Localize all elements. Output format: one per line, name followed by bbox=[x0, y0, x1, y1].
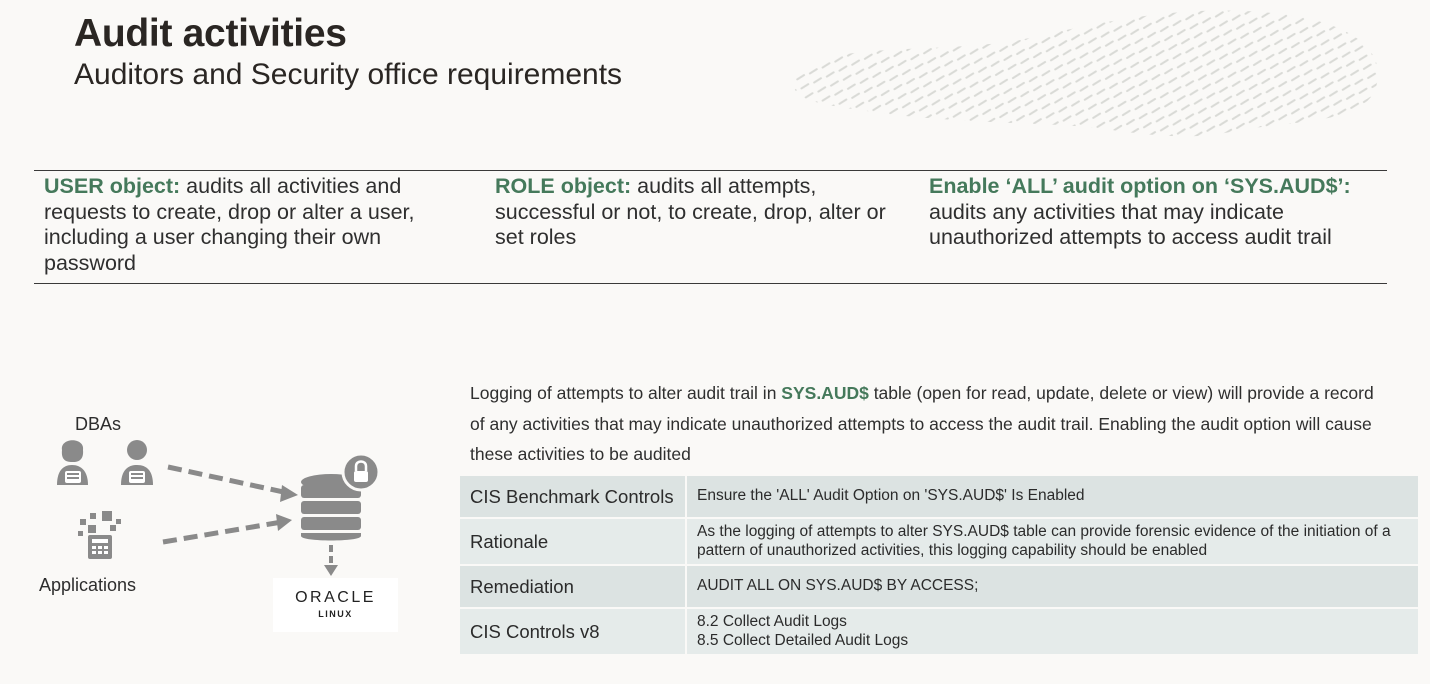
oracle-wordmark: ORACLE bbox=[295, 589, 376, 606]
decorative-texture bbox=[790, 0, 1390, 145]
audit-flow-diagram bbox=[30, 405, 410, 640]
enable-all-audit-card bbox=[929, 174, 1379, 251]
description-prefix: Logging of attempts to alter audit trail in bbox=[470, 383, 782, 403]
row-value bbox=[687, 609, 1418, 654]
table-row bbox=[460, 519, 1418, 564]
row-value-line: 8.5 Collect Detailed Audit Logs bbox=[697, 631, 909, 649]
description-highlight: SYS.AUD$ bbox=[781, 383, 869, 403]
row-value-line: 8.2 Collect Audit Logs bbox=[697, 613, 847, 630]
applications-icon bbox=[78, 511, 121, 559]
row-label: CIS Benchmark Controls bbox=[460, 476, 687, 517]
card-text: audits all attempts, successful or not, to create, drop, alter or set roles bbox=[495, 174, 886, 249]
row-value bbox=[687, 519, 1418, 564]
row-value bbox=[687, 566, 1418, 607]
card-lead: ROLE object: bbox=[495, 174, 632, 198]
applications-label: Applications bbox=[39, 575, 137, 595]
cis-benchmark-table bbox=[460, 476, 1418, 656]
row-value-line: AUDIT ALL ON SYS.AUD$ BY ACCESS; bbox=[697, 577, 979, 595]
description-suffix: table (open for read, update, delete or view) will provide a record of any activities that may indicate unauthorized attempts to access the audit trail. Enabling the audit option will cause these activities to be audited bbox=[470, 383, 1374, 464]
card-lead: USER object: bbox=[44, 174, 181, 198]
table-row bbox=[460, 609, 1418, 654]
oracle-linux-label: LINUX bbox=[318, 609, 353, 619]
role-object-card bbox=[495, 174, 895, 251]
card-lead: Enable ‘ALL’ audit option on ‘SYS.AUD$’: bbox=[929, 174, 1351, 198]
table-row bbox=[460, 566, 1418, 607]
row-label: Rationale bbox=[460, 519, 687, 564]
dba-female-icon bbox=[57, 440, 88, 485]
row-value-line: Ensure the 'ALL' Audit Option on 'SYS.AUD$' Is Enabled bbox=[697, 487, 1085, 505]
oracle-linux-logo bbox=[273, 578, 398, 632]
audit-objects-band bbox=[34, 170, 1387, 284]
description-paragraph bbox=[470, 378, 1390, 470]
page-subtitle: Auditors and Security office requirements bbox=[74, 58, 623, 91]
page-title: Audit activities bbox=[74, 12, 347, 55]
dba-male-icon bbox=[121, 440, 153, 485]
table-row bbox=[460, 476, 1418, 517]
row-label: Remediation bbox=[460, 566, 687, 607]
dbas-label: DBAs bbox=[75, 414, 122, 434]
user-object-card bbox=[44, 174, 424, 276]
lock-icon bbox=[343, 454, 379, 490]
row-label: CIS Controls v8 bbox=[460, 609, 687, 654]
card-text: audits any activities that may indicate unauthorized attempts to access audit trail bbox=[929, 199, 1332, 249]
row-value bbox=[687, 476, 1418, 517]
card-text: audits all activities and requests to create, drop or alter a user, including a user changing their own password bbox=[44, 174, 415, 275]
row-value-line: As the logging of attempts to alter SYS.AUD$ table can provide forensic evidence of the initiation of a pattern of unauthorized activities, this logging capability should be enabled bbox=[697, 523, 1391, 559]
